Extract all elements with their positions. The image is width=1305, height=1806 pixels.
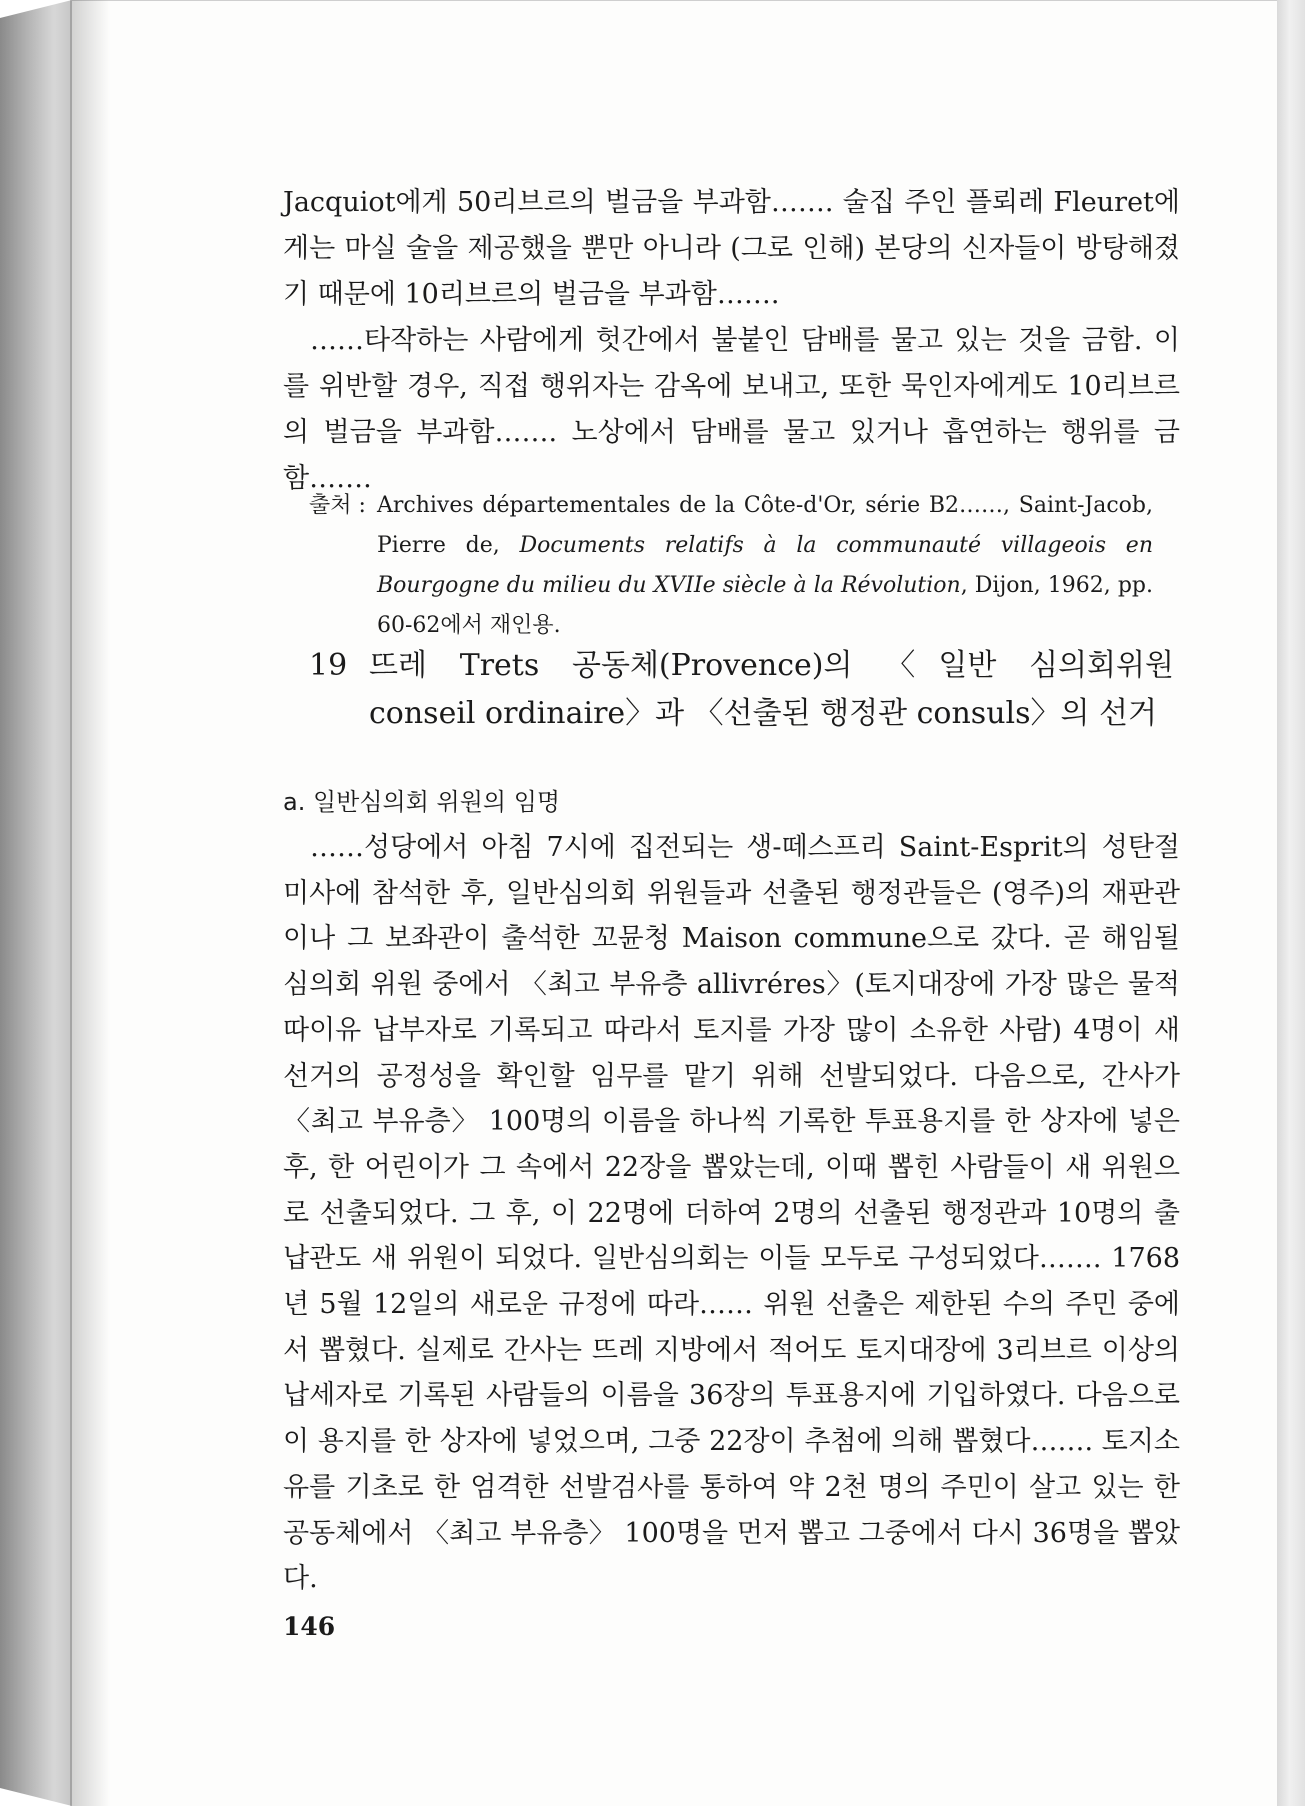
page-number: 146 [283, 1612, 336, 1641]
page-edge [1277, 0, 1305, 1806]
section-number: 19 [309, 648, 348, 683]
paragraph-tobacco: ……타작하는 사람에게 헛간에서 불붙인 담배를 물고 있는 것을 금함. 이를 위반할 경우, 직접 행위자는 감옥에 보내고, 또한 묵인자에게도 10리브르의 벌금을 부과함……. 노상에서 담배를 물고 있거나 흡연하는 행위를 금함……. [283, 325, 1180, 494]
source-citation [283, 486, 1180, 646]
source-body [377, 486, 1153, 646]
source-book-title: Documents relatifs à la communauté villageois en Bourgogne du milieu du XVIIe siècle à la Révolution [377, 533, 1153, 598]
source-text-1: Archives départementales de la Côte-d'Or, série B2……, Saint-Jacob, Pierre de, [377, 493, 1153, 558]
section-heading [283, 642, 1180, 738]
book-spine [0, 0, 72, 1806]
subsection-title: a. 일반심의회 위원의 임명 [283, 788, 561, 816]
paragraph-fines: Jacquiot에게 50리브르의 벌금을 부과함……. 술집 주인 플뢰레 Fleuret에게는 마실 술을 제공했을 뿐만 아니라 (그로 인해) 본당의 신자들이 방탕해졌기 때문에 10리브르의 벌금을 부과함……. [283, 187, 1180, 310]
source-text-2: , Dijon, 1962, pp. 60-62에서 재인용. [377, 573, 1153, 638]
source-label: 출처 : [309, 493, 366, 518]
main-text-block [283, 825, 1180, 1602]
paragraph-election: ……성당에서 아침 7시에 집전되는 생-떼스프리 Saint-Esprit의 성탄절 미사에 참석한 후, 일반심의회 위원들과 선출된 행정관들은 (영주)의 재판관이나 그 보좌관이 출석한 꼬뮨청 Maison commune으로 갔다. 곧 해임될 심의회 위원 중에서 〈최고 부유층 allivréres〉(토지대장에 가장 많은 물적 따이유 납부자로 기록되고 따라서 토지를 가장 많이 소유한 사람) 4명이 새 선거의 공정성을 확인할 임무를 맡기 위해 선발되었다. 다음으로, 간사가 〈최고 부유층〉 100명의 이름을 하나씩 기록한 투표용지를 한 상자에 넣은 후, 한 어린이가 그 속에서 22장을 뽑았는데, 이때 뽑힌 사람들이 새 위원으로 선출되었다. 그 후, 이 22명에 더하여 2명의 선출된 행정관과 10명의 출납관도 새 위원이 되었다. 일반심의회는 이들 모두로 구성되었다……. 1768년 5월 12일의 새로운 규정에 따라…… 위원 선출은 제한된 수의 주민 중에서 뽑혔다. 실제로 간사는 뜨레 지방에서 적어도 토지대장에 3리브르 이상의 납세자로 기록된 사람들의 이름을 36장의 투표용지에 기입하였다. 다음으로 이 용지를 한 상자에 넣었으며, 그중 22장이 추첨에 의해 뽑혔다……. 토지소유를 기초로 한 엄격한 선발검사를 통하여 약 2천 명의 주민이 살고 있는 한 공동체에서 〈최고 부유층〉 100명을 먼저 뽑고 그중에서 다시 36명을 뽑았다. [283, 832, 1180, 1595]
spine-shadow [70, 0, 110, 1806]
top-text-block [283, 180, 1180, 502]
section-title: 뜨레 Trets 공동체(Provence)의 〈일반 심의회위원 conseil ordinaire〉과 〈선출된 행정관 consuls〉의 선거 [369, 648, 1174, 731]
